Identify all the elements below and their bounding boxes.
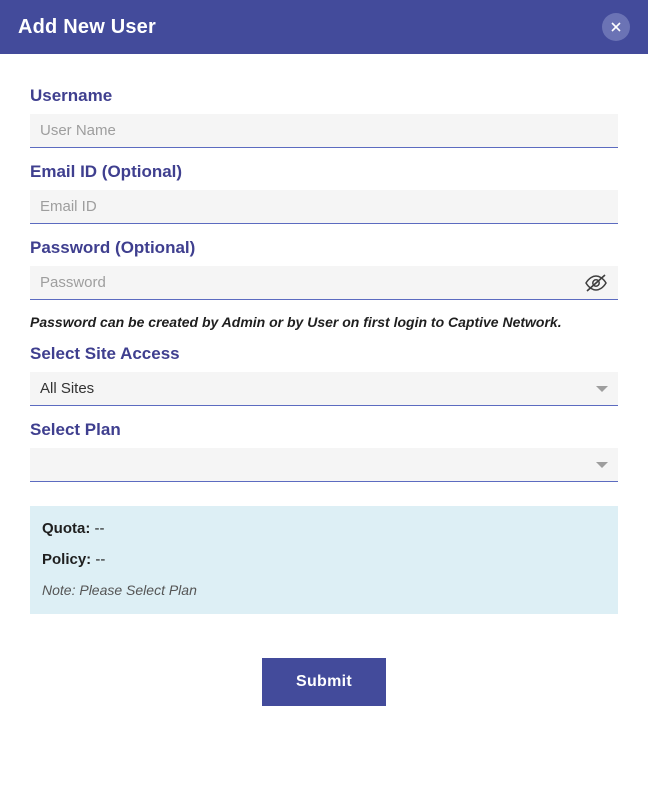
dialog-title: Add New User bbox=[18, 15, 156, 38]
username-input-wrap[interactable] bbox=[30, 114, 618, 148]
dialog-titlebar bbox=[0, 0, 648, 54]
site-access-select[interactable] bbox=[30, 372, 618, 406]
plan-field-group bbox=[30, 420, 618, 482]
plan-select[interactable] bbox=[30, 448, 618, 482]
plan-policy-row bbox=[42, 551, 606, 568]
chevron-down-icon[interactable] bbox=[596, 462, 608, 468]
plan-quota-value: -- bbox=[94, 520, 105, 537]
plan-quota-row bbox=[42, 520, 606, 537]
password-input[interactable] bbox=[40, 266, 608, 299]
site-access-value: All Sites bbox=[40, 380, 95, 397]
add-user-form bbox=[0, 54, 648, 706]
email-input-wrap[interactable] bbox=[30, 190, 618, 224]
close-icon[interactable] bbox=[602, 13, 630, 41]
site-access-field-group bbox=[30, 344, 618, 406]
username-field-group bbox=[30, 86, 618, 148]
plan-info-panel bbox=[30, 506, 618, 614]
eye-off-glyph bbox=[584, 273, 608, 293]
submit-area bbox=[30, 658, 618, 706]
site-access-label: Select Site Access bbox=[30, 344, 180, 363]
email-label: Email ID (Optional) bbox=[30, 162, 183, 181]
chevron-down-icon[interactable] bbox=[596, 386, 608, 392]
submit-button[interactable]: Submit bbox=[262, 658, 386, 706]
password-input-wrap[interactable] bbox=[30, 266, 618, 300]
password-field-group bbox=[30, 238, 618, 330]
username-label: Username bbox=[30, 86, 113, 105]
plan-quota-label: Quota: bbox=[42, 520, 91, 537]
password-hint: Password can be created by Admin or by User on first login to Captive Network. bbox=[30, 314, 562, 330]
plan-policy-value: -- bbox=[95, 551, 106, 568]
plan-policy-label: Policy: bbox=[42, 551, 92, 568]
email-field-group bbox=[30, 162, 618, 224]
password-label: Password (Optional) bbox=[30, 238, 196, 257]
username-input[interactable] bbox=[40, 114, 608, 147]
plan-note: Note: Please Select Plan bbox=[42, 582, 197, 598]
email-input[interactable] bbox=[40, 190, 608, 223]
eye-off-icon[interactable] bbox=[584, 273, 608, 293]
close-glyph bbox=[609, 20, 623, 34]
plan-label: Select Plan bbox=[30, 420, 121, 439]
